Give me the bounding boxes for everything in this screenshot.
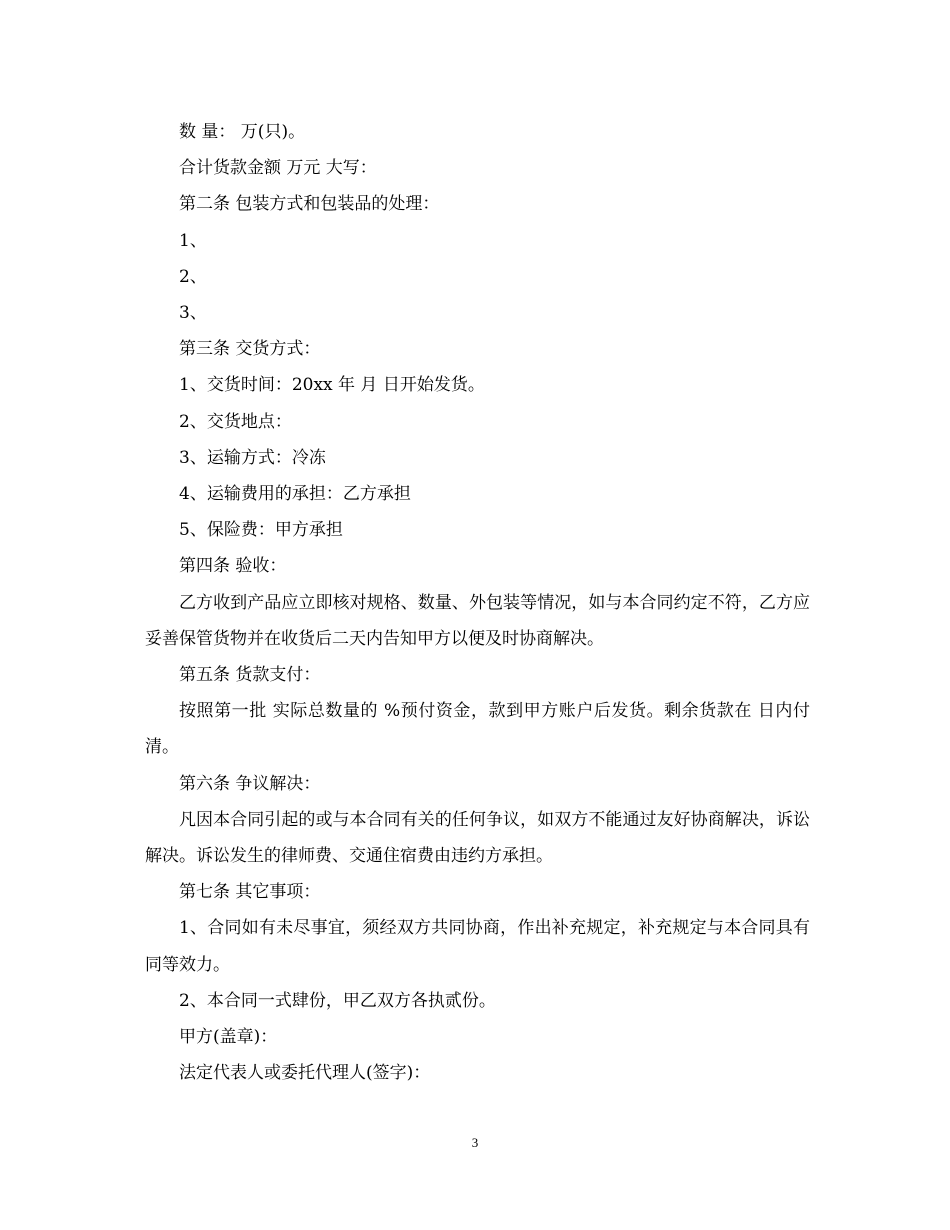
heading-article-5: 第五条 货款支付： [179, 665, 321, 686]
paragraph-dispute: 凡因本合同引起的或与本合同有关的任何争议，如双方不能通过友好协商解决，诉讼解决。诉讼发生的律师费、交通住宿费由违约方承担。 [145, 809, 810, 867]
list-item-transport-method: 3、运输方式：冷冻 [179, 447, 326, 468]
list-item-packaging-1: 1、 [179, 230, 207, 251]
list-item-packaging-2: 2、 [179, 266, 207, 287]
heading-article-4: 第四条 验收： [179, 556, 287, 577]
list-item-transport-cost: 4、运输费用的承担：乙方承担 [179, 484, 411, 505]
party-a-seal-line: 甲方(盖章)： [179, 1027, 278, 1048]
list-item-packaging-3: 3、 [179, 303, 207, 324]
paragraph-acceptance: 乙方收到产品应立即核对规格、数量、外包装等情况，如与本合同约定不符，乙方应妥善保管货物并在收货后二天内告知甲方以便及时协商解决。 [145, 592, 810, 649]
document-body [145, 114, 810, 1091]
paragraph-quantity: 数 量： 万(只)。 [179, 122, 306, 142]
list-item-delivery-time: 1、交货时间：20xx 年 月 日开始发货。 [179, 375, 485, 396]
heading-article-2: 第二条 包装方式和包装品的处理： [179, 194, 440, 215]
list-item-delivery-place: 2、交货地点： [179, 411, 292, 432]
list-item-insurance: 5、保险费：甲方承担 [179, 520, 343, 541]
heading-article-3: 第三条 交货方式： [179, 339, 321, 360]
heading-article-7: 第七条 其它事项： [179, 882, 321, 903]
paragraph-total-amount: 合计货款金额 万元 大写： [179, 158, 377, 179]
list-item-other-1: 1、合同如有未尽事宜，须经双方共同协商，作出补充规定，补充规定与本合同具有同等效力。 [145, 918, 810, 975]
heading-article-6: 第六条 争议解决： [179, 773, 321, 794]
page-number: 3 [471, 1135, 479, 1150]
paragraph-payment: 按照第一批 实际总数量的 %预付资金，款到甲方账户后发货。剩余货款在 日内付清。 [145, 701, 810, 758]
list-item-other-2: 2、本合同一式肆份，甲乙双方各执贰份。 [179, 990, 496, 1011]
representative-signature-line: 法定代表人或委托代理人(签字)： [179, 1063, 431, 1084]
